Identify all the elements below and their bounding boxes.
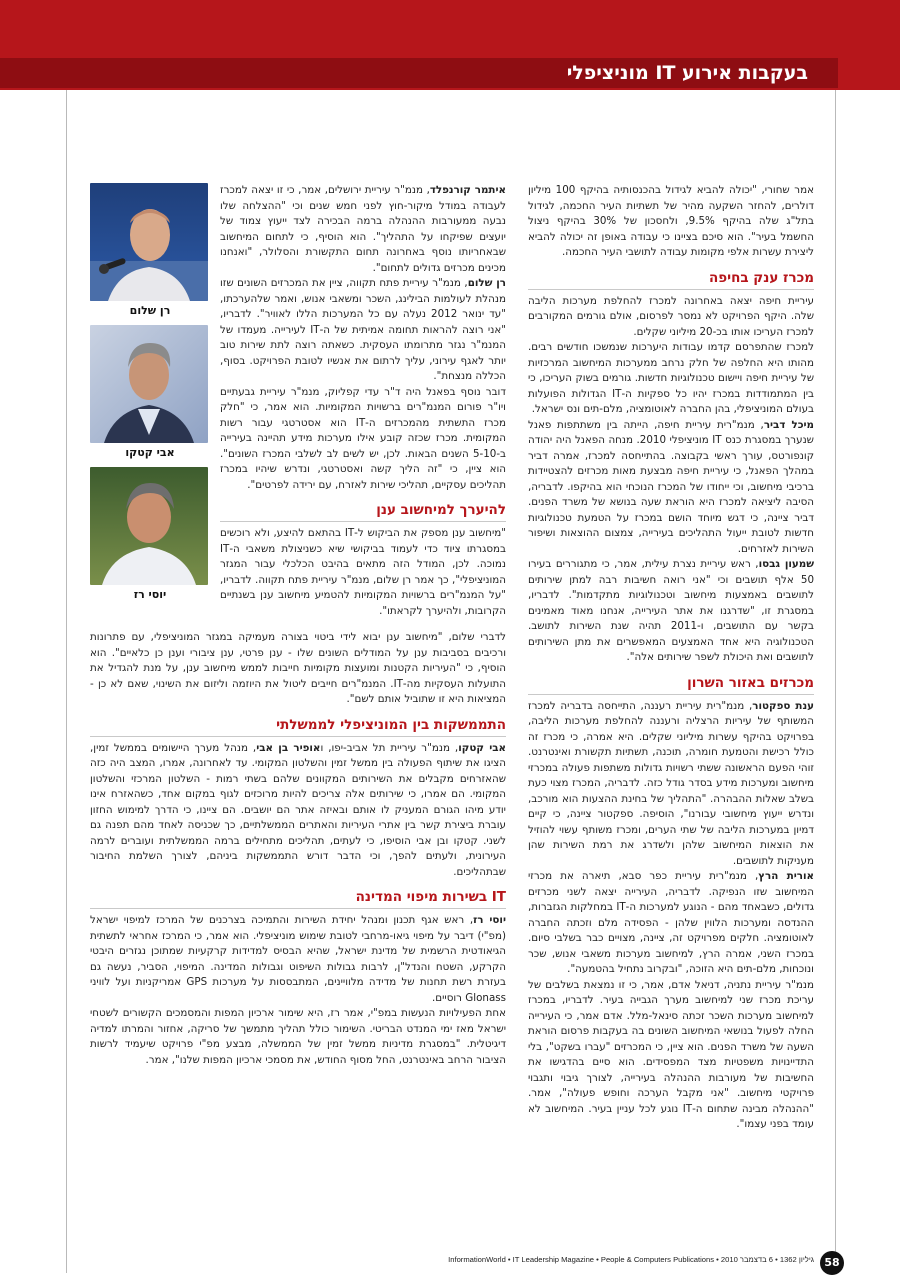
footer-publication-info: InformationWorld • IT Leadership Magazine • People & Computers Publications • 2010 גיליון 1362 • 6 בדצמבר (448, 1255, 814, 1264)
paragraph (528, 418, 814, 558)
portrait-photo-yossi-raz (90, 467, 208, 585)
portrait-photo-icon (90, 183, 208, 301)
photo-caption: רן שלום (129, 304, 171, 317)
person-name: אורית הרץ (758, 870, 815, 882)
paragraph: "מיחשוב ענן מספק את הביקוש ל-IT בהתאם להיצע, ולא רוכשים במסגרתו ציוד כדי לעמוד בביקושי שיא כשניצולת משאבי ה-IT נמוכה. לכן, המודל הזה מתאים בהיבט הכלכלי עבור המגזר המוניציפלי", כך אמר רן שלום, מנמ"ר עיריית פתח תקווה. לדבריו, "על המנמ"רים ברשויות המקומיות להטמיע מיחשוב ענן בשנתיים הקרובות, ולהיערך לקראתו". (220, 527, 507, 617)
left-margin-line (66, 0, 67, 1273)
paragraph (90, 741, 506, 881)
paragraph: אחת הפעילויות הנעשות במפ"י, אמר רז, היא שימור ארכיון המפות והמסמכים הקשורים לשטחי ישראל מאז ימי המנדט הבריטי. השימור כולל תהליך מתמשך של סריקה, אחזור והמרתו למדיה דיגיטלית. "במסגרת מדיניות ממשל זמין של הממשלה, מבצע מפ"י פרויקט שיעמיד לרשות הציבור הרחב באינטרנט, החל מסוף החודש, את מסמכי ארכיון המפות שלנו", אמר. (90, 1007, 506, 1066)
paragraph: למכרז שהתפרסם קדמו עבודות היערכות שנמשכו חודשים רבים. מהותו היא החלפה של חלק נרחב ממערכות המיחשוב המרכזיות של עיריית חיפה ויישום טכנולוגיות חדשות. גורמים בשוק העריכו, כי בין המתמודדות במכרז יהיו כל ספקיות ה-IT הגדולות הפועלות בעולם המוניציפלי, בהן החברה לאוטומציה, מלם-תים ונס ישראל. (528, 341, 814, 415)
subheading: להיערך למיחשוב ענן (220, 501, 506, 522)
paragraph-text: , מנמ"ר עיריית תל אביב-יפו, ו (320, 741, 459, 754)
paragraph-text: , מנהל מערך היישומים בממשל זמין, הציגו את שיתוף הפעולה בין ממשל זמין והשלטון המקומי. עד לאחרונה, אמרו, המצב היה כזה שהאזרחים מקבלים את השירותים המקוונים שלהם בשתי רמות - השלטון המרכזי והשלטון המקומי. הם אמרו, כי שירותים אלה צריכים להיות מרוכזים לגוף במקום אחד, כשהאזרח אינו יודע מיהו הגורם המעניק לו אותם ובאיזה אתר הם יושבים. הם ציינו, כי הדרך למימוש החזון עוברת ביצירת קשר בין אתרי העיריות והאתרים הממשלתיים, כך שכניסה לאחד מהם תפנה גם לשני. קטקו ובן אבי הוסיפו, כי לעתים, תהליכים מתחילים ברמה הממשלתית ועוברים לרמה העירונית, ולעתים להפך, וכי הדבר דורש התממשקות ביניהם, לצורך השלמת החיבור שבתהליכים. (90, 741, 506, 878)
photo-caption: אבי קטקו (125, 446, 175, 459)
person-name: רן שלום (467, 277, 506, 289)
paragraph (220, 183, 506, 276)
subheading: מכרזים באזור השרון (528, 674, 814, 695)
portrait-photo-ran-shalom (90, 183, 208, 301)
article-column-left-top (220, 183, 506, 619)
paragraph-text: , מנמ"ר עיריית ירושלים, אמר, כי זו יצאה למכרז לעבודה במודל מיקור-חוץ לפני חמש שנים וכי "ההצלחה שלו נבעה ממעורבות ההנהלה ברמה הבכירה לצד ייעוץ צמוד של יועצים שפיקחו על התהליך". הוא הוסיף, כי לתחום המיחשוב שבאחריותו נוסף באחרונה תחום התקשורת והסלולר, "ואנחנו מכינים מכרזים גדולים לתחום". (220, 184, 506, 274)
page-header (0, 0, 900, 90)
paragraph (528, 557, 814, 666)
photo-caption: יוסי רז (133, 588, 167, 601)
person-name: יוסי רז (473, 914, 506, 926)
paragraph: דובר נוסף בפאנל היה ד"ר עדי קפליוק, מנמ"ר עיריית גבעתיים ויו"ר פורום המנמ"רים ברשויות המקומיות. הוא אמר, כי "חלק מכרז התשתית מהמכרזים ה-IT הוא אסטרטגי עבור רשות המקומית. מכרז שכזה קובע אילו מערכות מידע תהיינה בעירייה ב-5-10 השנים הבאות. לכן, יש לשים לב לשלבי המכרז השונים". הוא ציין, כי "זה הליך קשה ואסטרטגי, ונדרש שיהיו במכרז תהליכים עסקיים, תהליכי שירות לאזרח, עם ירידה לפרטים". (220, 385, 506, 491)
paragraph-text: , מנמ"ר עיריית פתח תקווה, ציין את המכרזים השונים שזו מנהלת לעולמות הבילינג, השכר ומשאבי אנוש, ואמר שלהערכתו, "עד ינואר 2012 נעלה עם כל המערכות הללו לאוויר". לדבריו, "אני רוצה להראות תחומה אמיתית של ה-IT לעירייה. מעמדו של המנמ"ר נגזר מתרומתו העסקית. כשאתה רוצה לתת שירות טוב יותר לאגף עירוני, עליך לרתום את אנשיו לטובת הפרויקט. בסוף, הכללה מנצחת". (220, 277, 506, 382)
paragraph (90, 913, 506, 1006)
paragraph-text: , מנמ"רית עיריית רעננה, התייחסה בדבריה למכרז המשותף של עיריות הרצליה ורעננה להחלפת מערכות הליבה, בפרויקט בהיקף עשרות מיליוני שקלים. היא אמרה, כי מכרז זה כולל רכישת והטמעת חומרה, תוכנה, תשתיות תקשורת ואינטרנט. זוהי הפעם הראשונה ששתי רשויות גדולות משתפות פעולה במכרזי מיחשוב ומערכות מידע בסדר גודל כזה. לדבריה, המכרז מצוי כעת בשלב שאלות ההבהרה. "התהליך של בחינת ההצעות הוא מורכב, ונדרש ייעוץ מיחשובי עבורנו", הוסיפה. ספקטור ציינה, כי קיים דמיון במערכות הליבה של שתי הערים, ומכרז משותף עשוי להוזיל את הוצאות המיחשוב שלהן ולשדרג את רמת השירות שהן מעניקות לתושבים. (528, 699, 814, 867)
person-name: אבי קטקו (458, 741, 507, 754)
paragraph (528, 699, 814, 870)
paragraph (220, 276, 506, 385)
page-number: 58 (820, 1251, 844, 1275)
paragraph (528, 869, 814, 978)
person-name: אופיר בן אבי (256, 741, 321, 754)
subheading: התממשקות בין המוניציפלי לממשלתי (90, 716, 506, 737)
paragraph: אמר שחורי, "יכולה להביא לגידול בהכנסותיה בהיקף 100 מיליון דולרים, להחזר השקעה מהיר של תשתיות העיר החכמה, לגידול בתל"ג שלה בהיקף 9.5%, ולחסכון של 30% בהיקף ניצול החשמל בעיר". הוא סיכם בציינו כי עבודה באופן זה יכולה להביא ליצירת עשרות אלפי מקומות עבודה לתושבי העיר החכמה. (528, 184, 814, 258)
portrait-photo-icon (90, 467, 208, 585)
subheading: IT בשירות מיפוי המדינה (90, 888, 506, 909)
person-name: מיכל דביר (763, 418, 815, 431)
section-title-bar (0, 58, 838, 88)
paragraph-text: , מנמ"רית עיריית חיפה, הייתה בין משתתפות פאנל שנערך במסגרת כנס IT מוניציפלי 2010. מנחה הפאנל היה יהודה קונפורטס, עורך ראשי בקבוצה. בהתייחסה למכרז, אמרה דביר במהלך הפאנל, כי עיריית חיפה מבצעת מאות מכרזים להצטיידות ברכיבי מיחשוב, וכי ייחודו של המכרז הנוכחי הוא בהיקפו. לדבריה, הסיבה ליציאה למכרז היא הוראת שעה בנושא של משרד הפנים. דביר ציינה, כי דגש מיוחד הושם במכרז על הטמעת טכנולוגיות חדשות לטובת ייעול התהליכים בעירייה, צמצום ההוצאות ושיפור השירות לאזרחים. (528, 418, 814, 555)
paragraph: מנמ"ר עיריית נתניה, דניאל אדם, אמר, כי זו נמצאת בשלבים של עריכת מכרז שני למיחשוב מערך הגבייה בעיר. לדבריו, במכרז למיחשוב מערכות השכר זכתה סינאל-מלל. אדם אמר, כי העירייה החלה לפעול בנושאי המיחשוב השונים בה בעקבות פרסום הוראת השעה של משרד הפנים. הוא ציין, כי המכרזים "עברו בשקט", בלי התדיינויות משפטיות מצד המפסידים. הוא סיים בהדגישו את החשיבות של מעורבות ההנהלה בעירייה, לצורך גיבוי ותגבוי פרויקטי מיחשוב. "אני מקבל הערכה וחופש פעולה", אמר. "ההנהלה מבינה שתחום ה-IT נוגע לכל עניין בעיר. המיחשוב לא עומד בפני עצמו". (528, 978, 814, 1130)
article-column-left-bottom (90, 630, 506, 1068)
person-name: ענת ספקטור (752, 699, 814, 712)
photo-column (90, 183, 210, 609)
paragraph: לדברי שלום, "מיחשוב ענן יבוא לידי ביטוי בצורה מעמיקה במגזר המוניציפלי, עם פתרונות ורכיבים בסביבות ענן על המודלים השונים שלו - ענן פרטי, ענן ציבורי וענן כן כלאיים". הוא הוסיף, כי "העיריות הקטנות ומועצות מקומיות חייבות לממש מיחשוב ענן, על מנת להגדיל את התועלות העסקיות מה-IT. המנמ"רים חייבים ליטול את היוזמה וליזום את השינוי, שאם לא כן - המציאות היא זו שתוביל אותם לשם". (90, 631, 506, 705)
section-title: בעקבות אירוע IT מוניציפלי (566, 62, 808, 84)
article-column-right (528, 183, 814, 1133)
portrait-photo-avi-katko (90, 325, 208, 443)
right-margin-line (835, 0, 836, 1273)
person-name: איתמר קורנפלד (429, 184, 506, 196)
subheading: מכרז ענק בחיפה (528, 269, 814, 290)
paragraph-text: , ראש עיריית נצרת עילית, אמר, כי מתגוררים בעירו 50 אלף תושבים וכי "אני רואה חשיבות רבה למתן שירותים לתושבים באמצעות מיחשוב וטכנולוגיות מתקדמות". לדבריו, במסגרת זו, "שדרגנו את אתר העירייה, אנחנו מאוד מאמינים בקשר עם התושבים, ו-2011 תהיה שנת השירות לתושב. הטכנולוגיה היא אחד האמצעים המאפשרים את מתן השירותים לתושבים ואת היכולת לשפר שירותים אלה". (528, 558, 814, 663)
portrait-photo-icon (90, 325, 208, 443)
person-name: שמעון גבסו (758, 558, 815, 570)
paragraph: עיריית חיפה יצאה באחרונה למכרז להחלפת מערכות הליבה שלה. היקף הפרויקט לא נמסר לפרסום, אולם גורמים המקורבים למכרז העריכו אותו בכ-20 מיליוני שקלים. (528, 294, 814, 338)
paragraph-text: , מנמ"רית עיריית כפר סבא, תיארה את מכרזי המיחשוב שזו הנפיקה. לדבריה, העירייה יצאה לשני מכרזים גדולים, כשבאחד מהם - הנוגע למערכות ה-IT במחלקות הגזברות, ההנדסה ומערכות הלווין שלהן - הפסידה מלם וזכתה החברה לאוטומציה. חלקים מפרויקט זה, ציינה, מצויים כבר בשלבי סיום. במכרז השני, אמרה הרץ, למיחשוב מערכות משאבי אנוש, שכר ונוכחות, מלם-תים היא הזוכה, "ובקרוב נתחיל בהטמעה". (528, 870, 814, 975)
paragraph-text: , ראש אגף תכנון ומנהל יחידת השירות והתמיכה בצרכנים של המרכז למיפוי ישראל (מפ"י) דיבר על מיפוי גיאו-מרחבי לטובת שימוש מוניציפלי. הוא אמר, כי המרכז אחראי לתשתית הגיאודטית הרשמית של מדינת ישראל, שהיא הבסיס למדידות קרקעיות שמתוכן נגזרים היבטי הקרקע, השטח והנדל"ן, לרבות גבולות השיפוט וגבולות המדינה. המיפוי, הסביר, נעשה גם בעזרת רשת תחנות של מדידה מלוויינים, המתבססות על מערכות GPS אמריקניות ועל לוויני Glonass רוסיים. (90, 914, 506, 1004)
